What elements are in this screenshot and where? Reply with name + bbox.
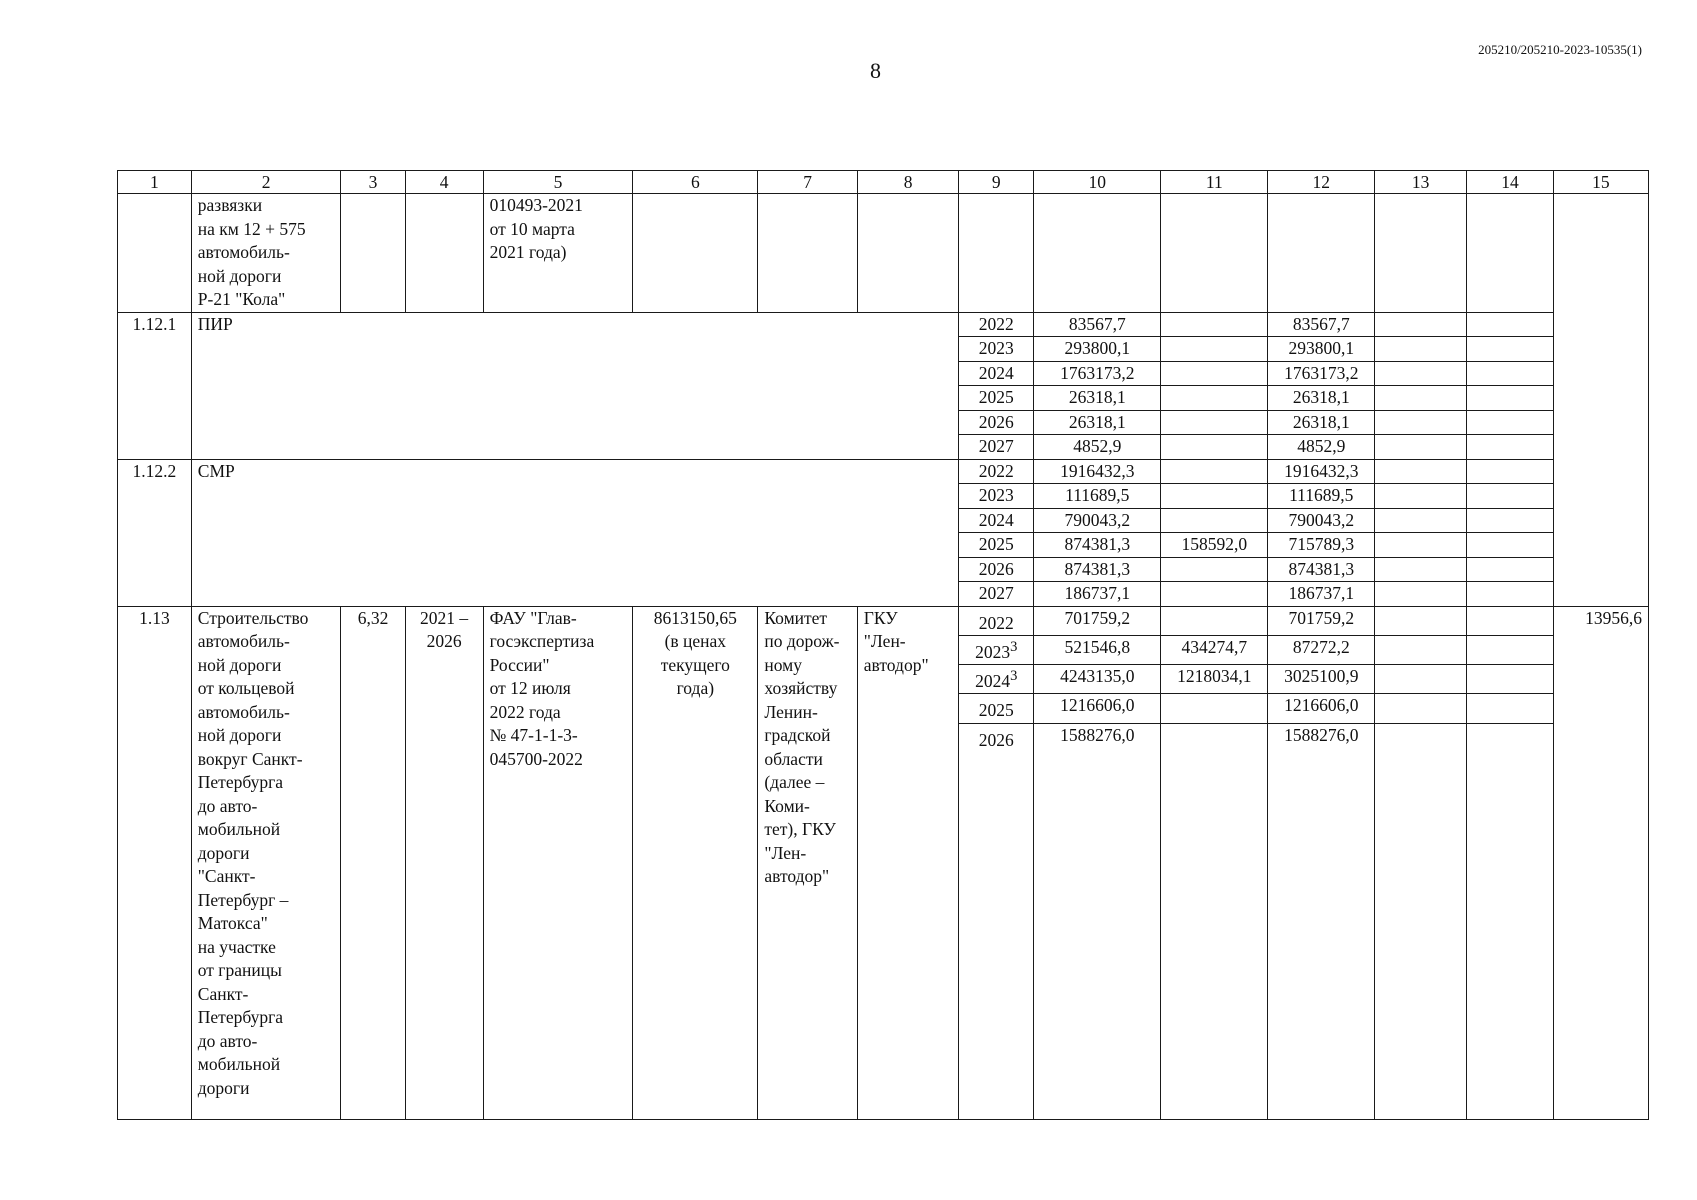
total-cell: 874381,3 xyxy=(1034,533,1161,558)
total-cell: 1216606,0 xyxy=(1034,694,1161,723)
year-cell xyxy=(959,635,1034,664)
row-number: 1.13 xyxy=(118,606,192,1119)
regional-cell: 3025100,9 xyxy=(1268,665,1375,694)
year-cell xyxy=(959,665,1034,694)
footnote-mark: 3 xyxy=(1010,638,1018,655)
page-number: 8 xyxy=(870,58,881,83)
length-km: 6,32 xyxy=(341,606,405,1119)
cell xyxy=(1467,606,1554,635)
regional-cell: 715789,3 xyxy=(1268,533,1375,558)
col-header: 15 xyxy=(1553,171,1648,194)
stage-label: ПИР xyxy=(191,312,959,459)
year-cell: 2023 xyxy=(959,337,1034,362)
cell xyxy=(341,194,405,313)
federal-cell xyxy=(1161,386,1268,411)
year-cell: 2024 xyxy=(959,508,1034,533)
construction-period: 2021 – 2026 xyxy=(405,606,483,1119)
cell xyxy=(1375,312,1467,337)
federal-cell xyxy=(1161,606,1268,635)
col-header: 12 xyxy=(1268,171,1375,194)
column-number-row xyxy=(118,171,1649,194)
regional-cell: 874381,3 xyxy=(1268,557,1375,582)
table-row xyxy=(118,606,1649,635)
year-cell: 2025 xyxy=(959,533,1034,558)
total-cell: 4243135,0 xyxy=(1034,665,1161,694)
cell xyxy=(1467,361,1554,386)
cell xyxy=(959,194,1034,313)
cell xyxy=(1467,635,1554,664)
regional-cell: 1916432,3 xyxy=(1268,459,1375,484)
col-header: 7 xyxy=(758,171,857,194)
expertise-continued: 010493-2021 от 10 марта 2021 года) xyxy=(483,194,633,313)
cell xyxy=(1467,435,1554,460)
federal-cell: 158592,0 xyxy=(1161,533,1268,558)
cell xyxy=(1467,484,1554,509)
cell xyxy=(118,194,192,313)
federal-cell xyxy=(1161,557,1268,582)
regional-cell: 83567,7 xyxy=(1268,312,1375,337)
cell xyxy=(1375,337,1467,362)
cell xyxy=(1375,533,1467,558)
total-cell: 83567,7 xyxy=(1034,312,1161,337)
col-header: 6 xyxy=(633,171,758,194)
year-cell: 2023 xyxy=(959,484,1034,509)
federal-cell xyxy=(1161,582,1268,607)
regional-cell: 293800,1 xyxy=(1268,337,1375,362)
year-cell: 2027 xyxy=(959,582,1034,607)
cell xyxy=(1034,194,1161,313)
col-header: 4 xyxy=(405,171,483,194)
federal-cell xyxy=(1161,312,1268,337)
col-header: 3 xyxy=(341,171,405,194)
federal-cell xyxy=(1161,337,1268,362)
footnote-mark: 3 xyxy=(1010,668,1018,685)
total-cell: 26318,1 xyxy=(1034,410,1161,435)
total-cell: 1588276,0 xyxy=(1034,723,1161,1119)
total-cell: 186737,1 xyxy=(1034,582,1161,607)
stage-label: СМР xyxy=(191,459,959,606)
cell xyxy=(1467,723,1554,1119)
cell xyxy=(1467,533,1554,558)
cell xyxy=(1375,484,1467,509)
col-header: 1 xyxy=(118,171,192,194)
cell xyxy=(1375,410,1467,435)
regional-cell: 1763173,2 xyxy=(1268,361,1375,386)
total-cell: 701759,2 xyxy=(1034,606,1161,635)
cell xyxy=(1467,194,1554,313)
year-cell: 2024 xyxy=(959,361,1034,386)
total-cell: 4852,9 xyxy=(1034,435,1161,460)
estimated-cost: 8613150,65 (в ценах текущего года) xyxy=(633,606,758,1119)
federal-cell xyxy=(1161,723,1268,1119)
total-cell: 1763173,2 xyxy=(1034,361,1161,386)
federal-cell xyxy=(1161,459,1268,484)
regional-cell: 186737,1 xyxy=(1268,582,1375,607)
federal-cell xyxy=(1161,484,1268,509)
cell xyxy=(1467,694,1554,723)
cell xyxy=(1467,386,1554,411)
regional-cell: 111689,5 xyxy=(1268,484,1375,509)
col-header: 11 xyxy=(1161,171,1268,194)
col-header: 13 xyxy=(1375,171,1467,194)
year-cell: 2022 xyxy=(959,312,1034,337)
federal-cell xyxy=(1161,508,1268,533)
cell xyxy=(1467,665,1554,694)
regional-cell: 4852,9 xyxy=(1268,435,1375,460)
cell xyxy=(1375,557,1467,582)
year-cell: 2026 xyxy=(959,410,1034,435)
total-cell: 1916432,3 xyxy=(1034,459,1161,484)
cell xyxy=(405,194,483,313)
year-value: 2022 xyxy=(978,612,1014,633)
total-cell: 293800,1 xyxy=(1034,337,1161,362)
year-value: 2024 xyxy=(975,670,1011,691)
cell xyxy=(1268,194,1375,313)
col-header: 14 xyxy=(1467,171,1554,194)
cell xyxy=(1467,582,1554,607)
cell xyxy=(1375,582,1467,607)
table-row xyxy=(118,312,1649,337)
cell xyxy=(1375,459,1467,484)
total-cell: 521546,8 xyxy=(1034,635,1161,664)
row-number: 1.12.2 xyxy=(118,459,192,606)
total-cell: 790043,2 xyxy=(1034,508,1161,533)
regional-cell: 701759,2 xyxy=(1268,606,1375,635)
cell xyxy=(1161,194,1268,313)
cell xyxy=(1467,557,1554,582)
year-cell: 2022 xyxy=(959,459,1034,484)
year-value: 2025 xyxy=(978,700,1014,721)
total-cell: 874381,3 xyxy=(1034,557,1161,582)
expertise-conclusion: ФАУ "Глав- госэкспертиза России" от 12 июля 2022 года № 47-1-1-3- 045700-2022 xyxy=(483,606,633,1119)
federal-cell xyxy=(1161,694,1268,723)
cell xyxy=(1375,665,1467,694)
cell xyxy=(1467,459,1554,484)
executor: ГКУ "Лен- автодор" xyxy=(857,606,959,1119)
year-cell: 2025 xyxy=(959,386,1034,411)
cell xyxy=(1375,694,1467,723)
cell xyxy=(1375,361,1467,386)
cell xyxy=(1375,635,1467,664)
col-header: 10 xyxy=(1034,171,1161,194)
regional-cell: 26318,1 xyxy=(1268,410,1375,435)
federal-cell: 434274,7 xyxy=(1161,635,1268,664)
col-header: 9 xyxy=(959,171,1034,194)
cell xyxy=(1375,386,1467,411)
year-cell xyxy=(959,694,1034,723)
regional-cell: 1216606,0 xyxy=(1268,694,1375,723)
regional-cell: 1588276,0 xyxy=(1268,723,1375,1119)
object-name: Строительство автомобиль- ной дороги от кольцевой автомобиль- ной дороги вокруг Санкт- Петербурга до авто- мобильной дороги "Санкт- Петербург – Матокса" на участке от границы Санкт- Петербурга до авто- мобильной дороги xyxy=(191,606,341,1119)
object-name-continued: развязки на км 12 + 575 автомобиль- ной дороги Р-21 "Кола" xyxy=(191,194,341,313)
total-cell: 111689,5 xyxy=(1034,484,1161,509)
year-cell xyxy=(959,723,1034,1119)
regional-cell: 26318,1 xyxy=(1268,386,1375,411)
col-header: 5 xyxy=(483,171,633,194)
regional-cell: 87272,2 xyxy=(1268,635,1375,664)
customer: Комитет по дорож- ному хозяйству Ленин- градской области (далее – Коми- тет), ГКУ "Лен- автодор" xyxy=(758,606,857,1119)
federal-cell xyxy=(1161,361,1268,386)
col-header: 8 xyxy=(857,171,959,194)
cell xyxy=(1467,337,1554,362)
col-header: 2 xyxy=(191,171,341,194)
col15-cell xyxy=(1553,194,1648,607)
cell xyxy=(1467,508,1554,533)
cell xyxy=(1375,606,1467,635)
cell xyxy=(1375,723,1467,1119)
cell xyxy=(633,194,758,313)
table-row xyxy=(118,459,1649,484)
total-cell: 26318,1 xyxy=(1034,386,1161,411)
cell xyxy=(1375,194,1467,313)
row-number: 1.12.1 xyxy=(118,312,192,459)
year-value: 2026 xyxy=(978,729,1014,750)
cell xyxy=(1375,435,1467,460)
continuation-row xyxy=(118,194,1649,313)
document-id: 205210/205210-2023-10535(1) xyxy=(1478,42,1642,57)
year-cell xyxy=(959,606,1034,635)
cell xyxy=(1467,312,1554,337)
year-cell: 2026 xyxy=(959,557,1034,582)
federal-cell xyxy=(1161,410,1268,435)
cell xyxy=(758,194,857,313)
year-value: 2023 xyxy=(975,641,1011,662)
cell xyxy=(1375,508,1467,533)
cell xyxy=(857,194,959,313)
cell xyxy=(1467,410,1554,435)
federal-cell xyxy=(1161,435,1268,460)
regional-cell: 790043,2 xyxy=(1268,508,1375,533)
year-cell: 2027 xyxy=(959,435,1034,460)
program-table xyxy=(117,170,1649,1120)
federal-cell: 1218034,1 xyxy=(1161,665,1268,694)
col15-value: 13956,6 xyxy=(1553,606,1648,1119)
